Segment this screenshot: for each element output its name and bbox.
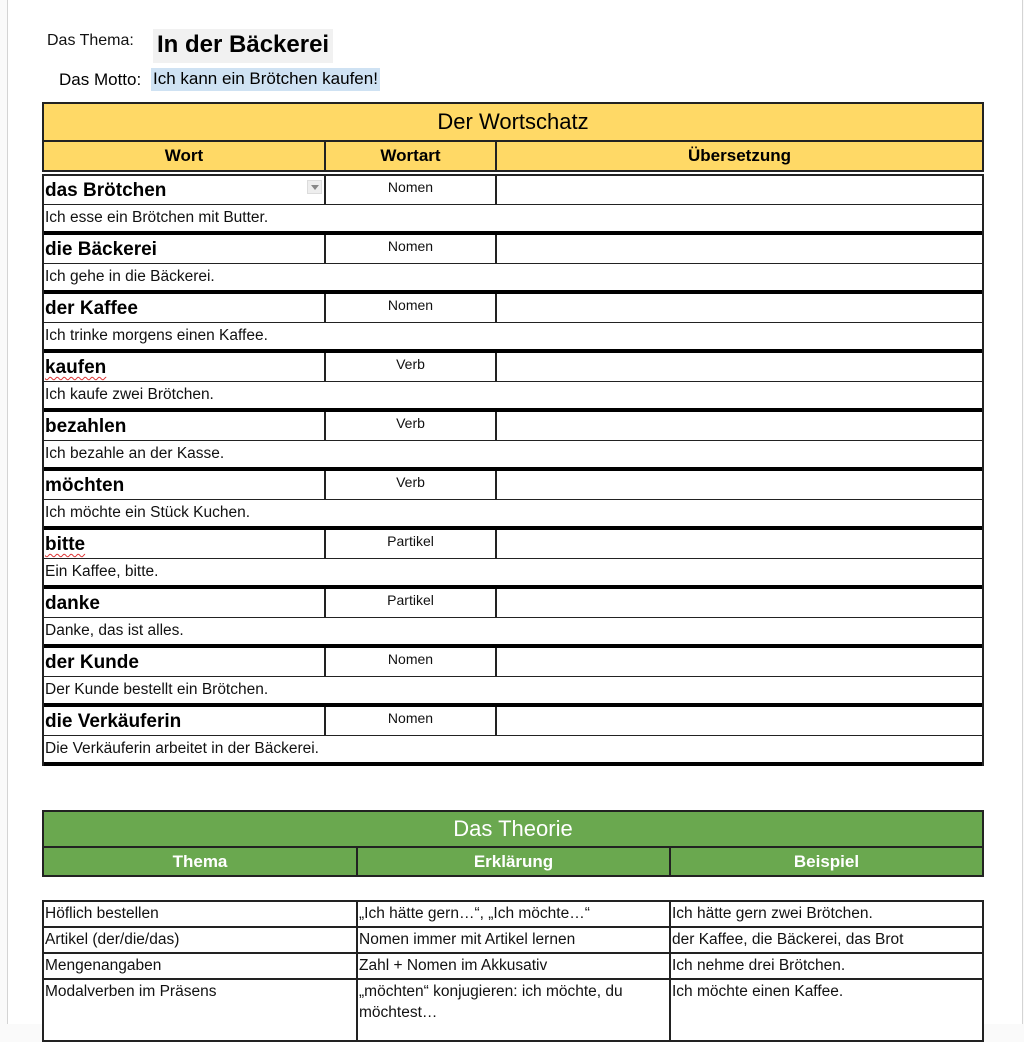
vocab-word: bezahlen	[45, 416, 127, 437]
vocab-word-row	[44, 471, 982, 500]
vocab-word-type[interactable]: Partikel	[326, 589, 497, 617]
vocab-word-row	[44, 648, 982, 677]
vocab-entry	[44, 353, 982, 412]
vocab-word: möchten	[45, 475, 125, 496]
column-header-translation: Übersetzung	[688, 146, 791, 165]
theory-header-table	[42, 810, 984, 877]
vocab-example-sentence[interactable]: Ich gehe in die Bäckerei.	[45, 268, 215, 285]
vocab-word-row	[44, 176, 982, 205]
vocab-word-cell[interactable]	[44, 589, 326, 617]
vocab-word-type[interactable]: Verb	[326, 412, 497, 440]
theory-topic[interactable]: Modalverben im Präsens	[44, 980, 358, 1040]
theory-example[interactable]: der Kaffee, die Bäckerei, das Brot	[672, 931, 904, 948]
vocab-title: Der Wortschatz	[44, 104, 982, 142]
theory-row	[44, 902, 982, 928]
vocab-word-type[interactable]: Verb	[326, 353, 497, 381]
motto-value[interactable]: Ich kann ein Brötchen kaufen!	[151, 68, 380, 91]
vocab-example-sentence[interactable]: Ich trinke morgens einen Kaffee.	[45, 327, 268, 344]
theory-example[interactable]: Ich hätte gern zwei Brötchen.	[672, 905, 873, 922]
column-header-word: Wort	[44, 142, 326, 170]
vocab-entry	[44, 707, 982, 766]
column-header-example: Beispiel	[793, 852, 860, 871]
vocab-word: bitte	[45, 534, 86, 555]
vocab-column-headers	[44, 142, 982, 170]
theme-value[interactable]: In der Bäckerei	[153, 29, 333, 63]
vocab-word-row	[44, 412, 982, 441]
vocab-translation[interactable]	[497, 353, 982, 381]
theory-explanation[interactable]: „Ich hätte gern…“, „Ich möchte…“	[358, 902, 671, 926]
vocab-example-sentence[interactable]: Ich möchte ein Stück Kuchen.	[45, 504, 251, 521]
theory-topic[interactable]: Höflich bestellen	[44, 902, 358, 926]
vocab-word: kaufen	[45, 357, 107, 378]
vocab-entry	[44, 176, 982, 235]
vocab-example-sentence[interactable]: Ich esse ein Brötchen mit Butter.	[45, 209, 269, 226]
vocab-translation[interactable]	[497, 648, 982, 676]
vocab-word: das Brötchen	[45, 180, 167, 201]
vocab-word-cell[interactable]	[44, 176, 326, 204]
vocab-word-cell[interactable]	[44, 412, 326, 440]
theory-row	[44, 980, 982, 1042]
vocab-word-type[interactable]: Partikel	[326, 530, 497, 558]
vocab-word-type[interactable]: Nomen	[326, 648, 497, 676]
vocab-word-row	[44, 235, 982, 264]
vocab-table	[42, 174, 984, 766]
theory-title: Das Theorie	[44, 812, 982, 848]
theory-row	[44, 954, 982, 980]
column-header-word-type: Wortart	[326, 142, 497, 170]
vocab-example-sentence[interactable]: Ich kaufe zwei Brötchen.	[45, 386, 214, 403]
dropdown-chevron-icon[interactable]	[307, 180, 322, 194]
vocab-word-cell[interactable]	[44, 353, 326, 381]
vocab-entry	[44, 589, 982, 648]
vocab-word-type[interactable]: Verb	[326, 471, 497, 499]
vocab-entry	[44, 648, 982, 707]
vocab-word-type[interactable]: Nomen	[326, 707, 497, 735]
vocab-word-type[interactable]: Nomen	[326, 294, 497, 322]
vocab-entry	[44, 412, 982, 471]
vocab-word-cell[interactable]	[44, 530, 326, 558]
theory-row	[44, 928, 982, 954]
vocab-translation[interactable]	[497, 589, 982, 617]
vocab-header-table	[42, 102, 984, 172]
vocab-entry	[44, 471, 982, 530]
theory-explanation[interactable]: Nomen immer mit Artikel lernen	[358, 928, 671, 952]
vocab-word-cell[interactable]	[44, 471, 326, 499]
theory-example[interactable]: Ich nehme drei Brötchen.	[672, 957, 846, 974]
theory-explanation[interactable]: Zahl + Nomen im Akkusativ	[358, 954, 671, 978]
vocab-word-row	[44, 294, 982, 323]
motto-label: Das Motto:	[59, 70, 142, 89]
vocab-example-sentence[interactable]: Der Kunde bestellt ein Brötchen.	[45, 681, 269, 698]
vocab-entry	[44, 294, 982, 353]
theory-topic[interactable]: Artikel (der/die/das)	[44, 928, 358, 952]
vocab-entry	[44, 235, 982, 294]
vocab-word-type[interactable]: Nomen	[326, 235, 497, 263]
vocab-translation[interactable]	[497, 294, 982, 322]
vocab-word-row	[44, 589, 982, 618]
vocab-example-sentence[interactable]: Die Verkäuferin arbeitet in der Bäckerei.	[45, 740, 319, 757]
vocab-example-sentence[interactable]: Danke, das ist alles.	[45, 622, 184, 639]
vocab-word: die Bäckerei	[45, 239, 157, 260]
theory-table	[42, 900, 984, 1042]
vocab-word: der Kaffee	[45, 298, 138, 319]
vocab-word-cell[interactable]	[44, 648, 326, 676]
theme-label: Das Thema:	[47, 32, 134, 49]
vocab-word: der Kunde	[45, 652, 139, 673]
vocab-word: danke	[45, 593, 100, 614]
column-header-topic: Thema	[44, 848, 358, 875]
vocab-word-cell[interactable]	[44, 707, 326, 735]
vocab-translation[interactable]	[497, 412, 982, 440]
vocab-translation[interactable]	[497, 707, 982, 735]
vocab-entry	[44, 530, 982, 589]
vocab-translation[interactable]	[497, 235, 982, 263]
vocab-translation[interactable]	[497, 530, 982, 558]
vocab-word-cell[interactable]	[44, 294, 326, 322]
vocab-translation[interactable]	[497, 176, 982, 204]
vocab-word-cell[interactable]	[44, 235, 326, 263]
vocab-word-row	[44, 353, 982, 382]
vocab-example-sentence[interactable]: Ein Kaffee, bitte.	[45, 563, 159, 580]
theory-example[interactable]: Ich möchte einen Kaffee.	[672, 983, 844, 1000]
vocab-word-row	[44, 530, 982, 559]
theory-explanation[interactable]: „möchten“ konjugieren: ich möchte, du möchtest…	[358, 980, 671, 1040]
theory-topic[interactable]: Mengenangaben	[44, 954, 358, 978]
theory-column-headers	[44, 848, 982, 875]
vocab-translation[interactable]	[497, 471, 982, 499]
vocab-word-type[interactable]: Nomen	[326, 176, 497, 204]
column-header-explanation: Erklärung	[358, 848, 671, 875]
vocab-word-row	[44, 707, 982, 736]
vocab-example-sentence[interactable]: Ich bezahle an der Kasse.	[45, 445, 225, 462]
vocab-word: die Verkäuferin	[45, 711, 182, 732]
